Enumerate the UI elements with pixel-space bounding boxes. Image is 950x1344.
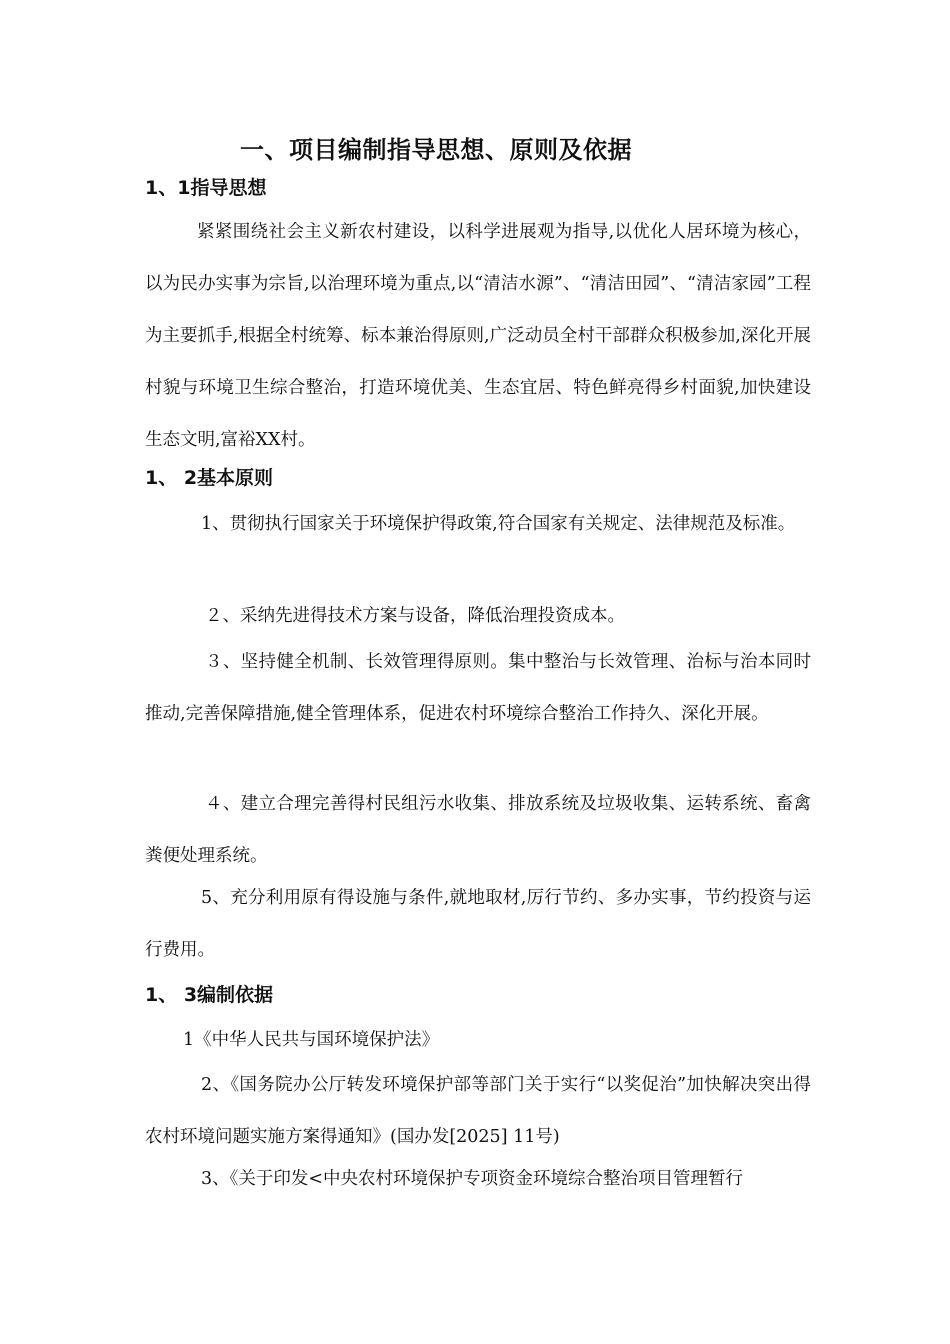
- paragraph-guiding-ideology: 紧紧围绕社会主义新农村建设，以科学进展观为指导,以优化人居环境为核心，以为民办实事为宗旨,以治理环境为重点,以“清洁水源”、“清洁田园”、“清洁家园”工程为主要抓手,根据全村统筹、标本兼治得原则,广泛动员全村干部群众积极参加,深化开展村貌与环境卫生综合整治，打造环境优美、生态宜居、特色鲜亮得乡村面貌,加快建设生态文明,富裕XX村。: [145, 222, 811, 450]
- principle-item-5: 5、充分利用原有得设施与条件,就地取材,厉行节约、多办实事，节约投资与运行费用。: [145, 888, 811, 960]
- principle-item-4: ４、建立合理完善得村民组污水收集、排放系统及垃圾收集、运转系统、畜禽粪便处理系统。: [145, 794, 811, 866]
- section-heading-guiding-ideology: 1、1指导思想: [145, 177, 267, 199]
- document-title: 一、项目编制指导思想、原则及依据: [240, 136, 632, 164]
- section-heading-basic-principles: 1、 2基本原则: [145, 467, 274, 489]
- section-heading-compilation-basis: 1、 3编制依据: [145, 984, 274, 1006]
- principle-item-2: ２、采纳先进得技术方案与设备，降低治理投资成本。: [205, 606, 625, 626]
- basis-item-1: 1《中华人民共与国环境保护法》: [183, 1030, 440, 1050]
- principle-item-1: 1、贯彻执行国家关于环境保护得政策,符合国家有关规定、法律规范及标准。: [201, 514, 796, 534]
- basis-item-2: 2、《国务院办公厅转发环境保护部等部门关于实行“以奖促治”加快解决突出得农村环境问题实施方案得通知》(国办发[2025] 11号): [145, 1075, 811, 1147]
- principle-item-3: ３、坚持健全机制、长效管理得原则。集中整治与长效管理、治标与治本同时推动,完善保障措施,健全管理体系，促进农村环境综合整治工作持久、深化开展。: [145, 652, 811, 724]
- basis-item-3: 3、《关于印发<中央农村环境保护专项资金环境综合整治项目管理暂行: [201, 1169, 744, 1189]
